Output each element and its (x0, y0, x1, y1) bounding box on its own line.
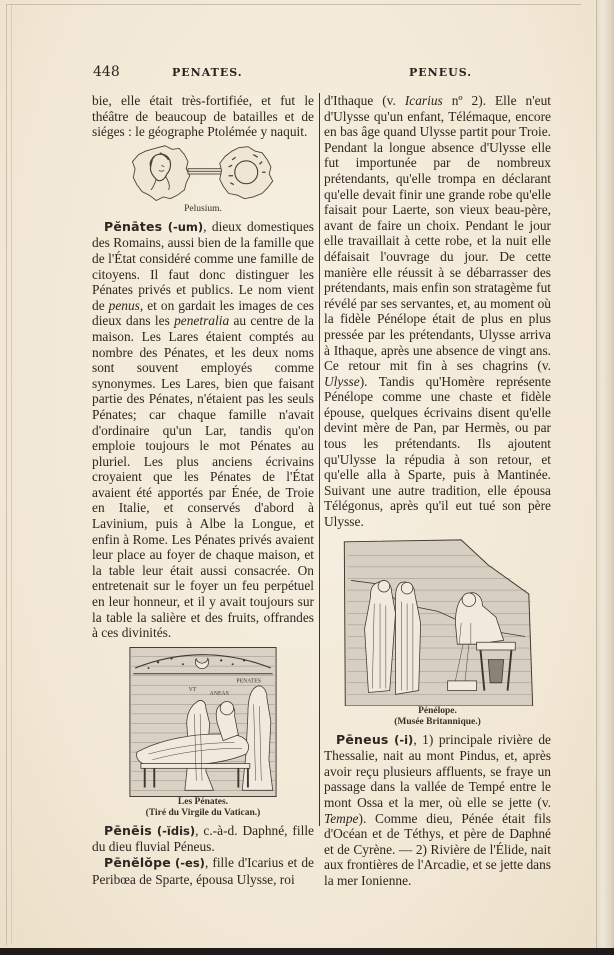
penelope-italic-icarius: Icarius (404, 93, 443, 108)
coin-illustration-icon (92, 144, 314, 204)
relief-penelope-icon (324, 536, 551, 706)
penates-caption-source: (Tiré du Virgile du Vatican.) (145, 807, 261, 818)
headword-penates: Pĕnātes (104, 218, 163, 234)
running-head-left: PENATES. (172, 66, 243, 79)
penates-text-1: , dieux domestiques des Romains, aussi bien de la famille que de l'État considéré comme une famille de citoyens. Il faut donc distinguer les Pénates privés et publics. Le nom vient de (92, 218, 314, 313)
peneus-italic-tempe: Tempe (324, 810, 359, 826)
inscription-penates: PENATES (236, 678, 261, 685)
coin-caption: Pelusium. (184, 203, 222, 214)
penelope-figure-caption (324, 706, 551, 728)
penelope-caption-title: Pénélope. (418, 705, 457, 716)
inscription-aneas: ANEAS (209, 690, 229, 697)
left-column (92, 93, 314, 887)
penates-entry (92, 219, 314, 641)
column-divider (319, 93, 320, 826)
penelope-italic-ulysse: Ulysse (324, 373, 360, 389)
headword-penates-suffix: (-um) (167, 219, 204, 234)
peneis-entry (92, 823, 314, 855)
penates-italic-penetralia: penetralia (174, 313, 230, 329)
engraving-penates-icon (92, 647, 314, 797)
page-number: 448 (93, 64, 120, 80)
penelope-entry (92, 855, 314, 887)
page-bottom-edge (0, 948, 614, 955)
headword-peneus-suffix: (-i) (394, 732, 414, 747)
page-edge-left (6, 5, 12, 945)
headword-peneis: Pēnēis (104, 822, 152, 838)
penates-caption-title: Les Pénates. (177, 796, 229, 807)
penelope-cont-text-3: ). Tandis qu'Homère représente Pénélope comme une chaste et fidèle épouse, quelques écrivains disent qu'elle devint mère de Pan, par Hermès, ou par tous les prétendants. Ils ajoutent qu'Ulysse la répudia à son retour, et qu'elle alla à Sparte, puis à Mantinée. Suivant une autre tradition, elle épousa Télégonus, après qu'il eut tué son père Ulysse. (324, 373, 551, 530)
penates-text-2: , et on gardait les images de ces dieux dans les (92, 297, 314, 329)
headword-penelope-suffix: (-es) (175, 856, 205, 870)
penelope-text: , fille d'Icarius et de Peribœa de Sparte, épousa Ulysse, roi (92, 855, 314, 887)
running-head-right: PENEUS. (409, 66, 473, 79)
penelope-continued (324, 93, 551, 530)
inscription-vt: VT (188, 686, 197, 693)
headword-peneis-suffix: (-ĭdis) (156, 823, 196, 838)
headword-penelope: Pēnĕlŏpe (104, 855, 171, 870)
penates-figure-caption (92, 797, 314, 819)
penelope-cont-text-2: nº 2). Elle n'eut d'Ulysse qu'un enfant, Télémaque, encore en bas âge quand Ulysse partit pour Troie. Pendant la longue absence d'Ulysse elle fut importunée par de nombreux prétendants, qu'elle trompa en déclarant qu'elle devait finir une grande robe qu'elle faisait pour Laerte, son vieux beau-père, avant de faire un choix. Pendant le jour elle travaillait à cette robe, et la nuit elle défaisait l'ouvrage du jour. De cette manière elle réussit à se débarrasser des prétendants, mais enfin son stratagème fut révélé par ses servantes, et, au moment où la fidèle Pénélope était de plus en plus pressée par les prétendants, Ulysse arriva à Ithaque, après une absence de vingt ans. Ce retour mit fin à ses chagrins (v. (324, 93, 551, 374)
peneus-text-2: ). Comme dieu, Pénée était fils d'Océan et de Téthys, et père de Daphné et de Cyrène. — 2) Rivière de l'Élide, nait aux frontières de l'Arcadie, et se jette dans la mer Ionienne. (324, 810, 551, 888)
penelope-caption-source: (Musée Britannique.) (394, 716, 481, 727)
right-column (324, 93, 551, 889)
book-gutter (596, 0, 614, 955)
penates-italic-penus: penus (108, 297, 140, 313)
page-edge-top (6, 4, 581, 7)
penates-text-3: au centre de la maison. Les Lares étaient comptés au nombre des Pénates, et les deux noms sont souvent employés comme synonymes. Les Lares, bien que faisant partie des Pénates, n'étaient pas les seuls Pénates; car chaque famille n'avait d'ordinaire qu'un Lar, tandis qu'on emploie toujours le mot Pénates au pluriel. Les plus anciens écrivains croyaient que les Pénates de l'État avaient été apportés par Énée, de Troie en Italie, et conservés d'abord à Lavinium, puis à Albe la Longue, et enfin à Rome. Les Pénates privés avaient leur place au foyer de chaque maison, et la table leur était aussi consacrée. On entretenait sur le foyer un feu perpétuel en leur honneur, et il y avait toujours sur la table la salière et des fruits, offrandes à ces divinités. (92, 313, 314, 641)
peneus-text-1: , 1) principale rivière de Thessalie, nait au mont Pindus, et, après avoir reçu plusieurs affluents, se fraye un passage dans la vallée de Tempé entre le mont Ossa et la mer, où elle se jette (v. (324, 731, 551, 810)
peneis-text: , c.-à-d. Daphné, fille du dieu fluvial Péneus. (92, 822, 314, 855)
headword-peneus: Pēneus (336, 731, 389, 747)
peneus-entry (324, 732, 551, 889)
penelope-cont-text-1: d'Ithaque (v. (324, 93, 405, 108)
intro-paragraph: bie, elle était très-fortifiée, et fut le théâtre de beaucoup de batailles et de siéges : le géographe Ptolémée y naquit. (92, 93, 314, 140)
